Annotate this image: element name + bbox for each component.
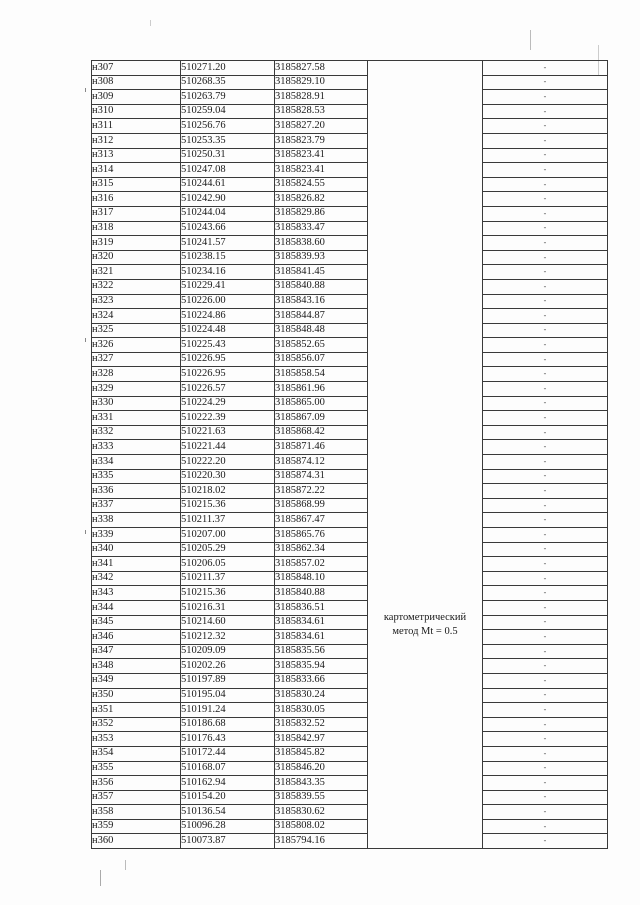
x-coordinate-cell: 510195.04 (181, 688, 275, 703)
y-coordinate-cell: 3185874.12 (275, 455, 368, 470)
table-row (92, 834, 608, 849)
y-coordinate-cell: 3185841.45 (275, 265, 368, 280)
table-row (92, 90, 608, 105)
point-name-cell: н358 (92, 805, 181, 820)
accuracy-cell: - (483, 119, 608, 134)
point-name-cell: н322 (92, 279, 181, 294)
accuracy-cell: - (483, 469, 608, 484)
point-name-cell: н317 (92, 206, 181, 221)
x-coordinate-cell: 510172.44 (181, 746, 275, 761)
table-row (92, 600, 608, 615)
table-row (92, 294, 608, 309)
y-coordinate-cell: 3185858.54 (275, 367, 368, 382)
table-row (92, 104, 608, 119)
y-coordinate-cell: 3185856.07 (275, 352, 368, 367)
method-text-line1: картометрический (383, 611, 467, 623)
y-coordinate-cell: 3185843.16 (275, 294, 368, 309)
accuracy-cell: - (483, 265, 608, 280)
accuracy-cell: - (483, 542, 608, 557)
x-coordinate-cell: 510221.63 (181, 425, 275, 440)
point-name-cell: н308 (92, 75, 181, 90)
y-coordinate-cell: 3185827.58 (275, 61, 368, 76)
point-name-cell: н318 (92, 221, 181, 236)
point-name-cell: н348 (92, 659, 181, 674)
accuracy-cell: - (483, 104, 608, 119)
point-name-cell: н329 (92, 382, 181, 397)
accuracy-cell: - (483, 148, 608, 163)
x-coordinate-cell: 510222.39 (181, 411, 275, 426)
x-coordinate-cell: 510214.60 (181, 615, 275, 630)
point-name-cell: н333 (92, 440, 181, 455)
x-coordinate-cell: 510209.09 (181, 644, 275, 659)
table-row (92, 75, 608, 90)
accuracy-cell: - (483, 177, 608, 192)
point-name-cell: н313 (92, 148, 181, 163)
point-name-cell: н345 (92, 615, 181, 630)
point-name-cell: н340 (92, 542, 181, 557)
table-row (92, 352, 608, 367)
x-coordinate-cell: 510222.20 (181, 455, 275, 470)
y-coordinate-cell: 3185830.24 (275, 688, 368, 703)
table-row (92, 250, 608, 265)
x-coordinate-cell: 510207.00 (181, 528, 275, 543)
accuracy-cell: - (483, 455, 608, 470)
y-coordinate-cell: 3185829.86 (275, 206, 368, 221)
y-coordinate-cell: 3185836.51 (275, 600, 368, 615)
point-name-cell: н321 (92, 265, 181, 280)
y-coordinate-cell: 3185823.41 (275, 148, 368, 163)
y-coordinate-cell: 3185830.05 (275, 703, 368, 718)
x-coordinate-cell: 510224.86 (181, 309, 275, 324)
accuracy-cell: - (483, 206, 608, 221)
x-coordinate-cell: 510226.95 (181, 367, 275, 382)
accuracy-cell: - (483, 790, 608, 805)
y-coordinate-cell: 3185839.93 (275, 250, 368, 265)
point-name-cell: н352 (92, 717, 181, 732)
x-coordinate-cell: 510191.24 (181, 703, 275, 718)
x-coordinate-cell: 510206.05 (181, 557, 275, 572)
x-coordinate-cell: 510224.48 (181, 323, 275, 338)
point-name-cell: н332 (92, 425, 181, 440)
table-row (92, 819, 608, 834)
table-row (92, 498, 608, 513)
accuracy-cell: - (483, 294, 608, 309)
table-row (92, 746, 608, 761)
x-coordinate-cell: 510224.29 (181, 396, 275, 411)
point-name-cell: н330 (92, 396, 181, 411)
point-name-cell: н334 (92, 455, 181, 470)
table-row (92, 717, 608, 732)
accuracy-cell: - (483, 761, 608, 776)
accuracy-cell: - (483, 732, 608, 747)
coordinates-table (91, 60, 608, 849)
table-row (92, 703, 608, 718)
y-coordinate-cell: 3185840.88 (275, 279, 368, 294)
table-row (92, 396, 608, 411)
accuracy-cell: - (483, 557, 608, 572)
point-name-cell: н344 (92, 600, 181, 615)
x-coordinate-cell: 510226.00 (181, 294, 275, 309)
table-row (92, 309, 608, 324)
accuracy-cell: - (483, 819, 608, 834)
accuracy-cell: - (483, 279, 608, 294)
accuracy-cell: - (483, 703, 608, 718)
coordinates-table-body (92, 61, 608, 849)
y-coordinate-cell: 3185838.60 (275, 236, 368, 251)
y-coordinate-cell: 3185823.79 (275, 133, 368, 148)
accuracy-cell: - (483, 688, 608, 703)
y-coordinate-cell: 3185827.20 (275, 119, 368, 134)
accuracy-cell: - (483, 309, 608, 324)
y-coordinate-cell: 3185865.00 (275, 396, 368, 411)
accuracy-cell: - (483, 440, 608, 455)
point-name-cell: н315 (92, 177, 181, 192)
table-row (92, 455, 608, 470)
table-row (92, 615, 608, 630)
table-row (92, 265, 608, 280)
table-row (92, 630, 608, 645)
accuracy-cell: - (483, 484, 608, 499)
accuracy-cell: - (483, 352, 608, 367)
y-coordinate-cell: 3185852.65 (275, 338, 368, 353)
y-coordinate-cell: 3185828.53 (275, 104, 368, 119)
accuracy-cell: - (483, 411, 608, 426)
table-row (92, 805, 608, 820)
x-coordinate-cell: 510259.04 (181, 104, 275, 119)
point-name-cell: н326 (92, 338, 181, 353)
y-coordinate-cell: 3185824.55 (275, 177, 368, 192)
table-row (92, 571, 608, 586)
y-coordinate-cell: 3185794.16 (275, 834, 368, 849)
x-coordinate-cell: 510229.41 (181, 279, 275, 294)
accuracy-cell: - (483, 498, 608, 513)
x-coordinate-cell: 510205.29 (181, 542, 275, 557)
accuracy-cell: - (483, 513, 608, 528)
table-row (92, 221, 608, 236)
point-name-cell: н346 (92, 630, 181, 645)
y-coordinate-cell: 3185848.48 (275, 323, 368, 338)
x-coordinate-cell: 510215.36 (181, 498, 275, 513)
accuracy-cell: - (483, 90, 608, 105)
x-coordinate-cell: 510242.90 (181, 192, 275, 207)
x-coordinate-cell: 510234.16 (181, 265, 275, 280)
accuracy-cell: - (483, 615, 608, 630)
point-name-cell: н347 (92, 644, 181, 659)
y-coordinate-cell: 3185867.09 (275, 411, 368, 426)
y-coordinate-cell: 3185868.99 (275, 498, 368, 513)
point-name-cell: н335 (92, 469, 181, 484)
x-coordinate-cell: 510211.37 (181, 571, 275, 586)
accuracy-cell: - (483, 717, 608, 732)
table-row (92, 323, 608, 338)
accuracy-cell: - (483, 673, 608, 688)
y-coordinate-cell: 3185861.96 (275, 382, 368, 397)
table-row (92, 148, 608, 163)
table-row (92, 338, 608, 353)
y-coordinate-cell: 3185808.02 (275, 819, 368, 834)
y-coordinate-cell: 3185843.35 (275, 776, 368, 791)
point-name-cell: н341 (92, 557, 181, 572)
method-description (384, 611, 466, 638)
point-name-cell: н328 (92, 367, 181, 382)
point-name-cell: н336 (92, 484, 181, 499)
method-cell (368, 61, 483, 849)
accuracy-cell: - (483, 528, 608, 543)
x-coordinate-cell: 510241.57 (181, 236, 275, 251)
table-row (92, 163, 608, 178)
accuracy-cell: - (483, 746, 608, 761)
y-coordinate-cell: 3185823.41 (275, 163, 368, 178)
x-coordinate-cell: 510226.57 (181, 382, 275, 397)
x-coordinate-cell: 510212.32 (181, 630, 275, 645)
point-name-cell: н311 (92, 119, 181, 134)
table-row (92, 659, 608, 674)
x-coordinate-cell: 510238.15 (181, 250, 275, 265)
y-coordinate-cell: 3185828.91 (275, 90, 368, 105)
y-coordinate-cell: 3185830.62 (275, 805, 368, 820)
accuracy-cell: - (483, 586, 608, 601)
point-name-cell: н343 (92, 586, 181, 601)
accuracy-cell: - (483, 630, 608, 645)
accuracy-cell: - (483, 221, 608, 236)
point-name-cell: н314 (92, 163, 181, 178)
y-coordinate-cell: 3185840.88 (275, 586, 368, 601)
x-coordinate-cell: 510225.43 (181, 338, 275, 353)
point-name-cell: н319 (92, 236, 181, 251)
x-coordinate-cell: 510271.20 (181, 61, 275, 76)
table-row (92, 790, 608, 805)
x-coordinate-cell: 510220.30 (181, 469, 275, 484)
point-name-cell: н312 (92, 133, 181, 148)
x-coordinate-cell: 510168.07 (181, 761, 275, 776)
y-coordinate-cell: 3185845.82 (275, 746, 368, 761)
table-row (92, 206, 608, 221)
y-coordinate-cell: 3185832.52 (275, 717, 368, 732)
table-row (92, 440, 608, 455)
table-row (92, 177, 608, 192)
y-coordinate-cell: 3185872.22 (275, 484, 368, 499)
accuracy-cell: - (483, 338, 608, 353)
scan-mark (150, 20, 151, 26)
x-coordinate-cell: 510243.66 (181, 221, 275, 236)
y-coordinate-cell: 3185865.76 (275, 528, 368, 543)
point-name-cell: н351 (92, 703, 181, 718)
scan-mark (85, 338, 86, 342)
x-coordinate-cell: 510096.28 (181, 819, 275, 834)
point-name-cell: н325 (92, 323, 181, 338)
table-row (92, 761, 608, 776)
point-name-cell: н331 (92, 411, 181, 426)
scan-mark (85, 530, 86, 534)
table-row (92, 119, 608, 134)
point-name-cell: н356 (92, 776, 181, 791)
table-row (92, 644, 608, 659)
accuracy-cell: - (483, 396, 608, 411)
x-coordinate-cell: 510244.04 (181, 206, 275, 221)
y-coordinate-cell: 3185834.61 (275, 630, 368, 645)
x-coordinate-cell: 510202.26 (181, 659, 275, 674)
x-coordinate-cell: 510247.08 (181, 163, 275, 178)
accuracy-cell: - (483, 571, 608, 586)
accuracy-cell: - (483, 236, 608, 251)
y-coordinate-cell: 3185867.47 (275, 513, 368, 528)
accuracy-cell: - (483, 805, 608, 820)
accuracy-cell: - (483, 61, 608, 76)
table-row (92, 484, 608, 499)
x-coordinate-cell: 510216.31 (181, 600, 275, 615)
accuracy-cell: - (483, 163, 608, 178)
table-row (92, 367, 608, 382)
accuracy-cell: - (483, 75, 608, 90)
table-row (92, 776, 608, 791)
point-name-cell: н338 (92, 513, 181, 528)
accuracy-cell: - (483, 367, 608, 382)
x-coordinate-cell: 510221.44 (181, 440, 275, 455)
x-coordinate-cell: 510136.54 (181, 805, 275, 820)
table-row (92, 673, 608, 688)
accuracy-cell: - (483, 425, 608, 440)
y-coordinate-cell: 3185862.34 (275, 542, 368, 557)
point-name-cell: н339 (92, 528, 181, 543)
method-text-line2: метод Mt = 0.5 (392, 625, 458, 637)
scan-mark (125, 860, 126, 870)
y-coordinate-cell: 3185842.97 (275, 732, 368, 747)
x-coordinate-cell: 510263.79 (181, 90, 275, 105)
table-row (92, 279, 608, 294)
point-name-cell: н353 (92, 732, 181, 747)
accuracy-cell: - (483, 644, 608, 659)
y-coordinate-cell: 3185829.10 (275, 75, 368, 90)
y-coordinate-cell: 3185834.61 (275, 615, 368, 630)
accuracy-cell: - (483, 323, 608, 338)
accuracy-cell: - (483, 600, 608, 615)
point-name-cell: н307 (92, 61, 181, 76)
table-row (92, 192, 608, 207)
table-row (92, 688, 608, 703)
scan-mark (530, 30, 531, 50)
accuracy-cell: - (483, 659, 608, 674)
table-row (92, 133, 608, 148)
accuracy-cell: - (483, 776, 608, 791)
y-coordinate-cell: 3185874.31 (275, 469, 368, 484)
point-name-cell: н360 (92, 834, 181, 849)
y-coordinate-cell: 3185835.56 (275, 644, 368, 659)
y-coordinate-cell: 3185833.47 (275, 221, 368, 236)
y-coordinate-cell: 3185839.55 (275, 790, 368, 805)
accuracy-cell: - (483, 133, 608, 148)
point-name-cell: н327 (92, 352, 181, 367)
point-name-cell: н324 (92, 309, 181, 324)
table-row (92, 425, 608, 440)
x-coordinate-cell: 510253.35 (181, 133, 275, 148)
y-coordinate-cell: 3185871.46 (275, 440, 368, 455)
y-coordinate-cell: 3185857.02 (275, 557, 368, 572)
scan-mark (100, 870, 101, 886)
point-name-cell: н337 (92, 498, 181, 513)
point-name-cell: н357 (92, 790, 181, 805)
accuracy-cell: - (483, 382, 608, 397)
point-name-cell: н323 (92, 294, 181, 309)
y-coordinate-cell: 3185835.94 (275, 659, 368, 674)
x-coordinate-cell: 510215.36 (181, 586, 275, 601)
x-coordinate-cell: 510154.20 (181, 790, 275, 805)
y-coordinate-cell: 3185848.10 (275, 571, 368, 586)
table-row (92, 528, 608, 543)
x-coordinate-cell: 510162.94 (181, 776, 275, 791)
table-row (92, 586, 608, 601)
table-row (92, 513, 608, 528)
table-row (92, 382, 608, 397)
table-row (92, 469, 608, 484)
x-coordinate-cell: 510186.68 (181, 717, 275, 732)
table-row (92, 411, 608, 426)
table-row (92, 542, 608, 557)
y-coordinate-cell: 3185868.42 (275, 425, 368, 440)
table-row (92, 61, 608, 76)
point-name-cell: н309 (92, 90, 181, 105)
scan-mark (85, 88, 86, 92)
table-row (92, 236, 608, 251)
point-name-cell: н320 (92, 250, 181, 265)
x-coordinate-cell: 510250.31 (181, 148, 275, 163)
x-coordinate-cell: 510268.35 (181, 75, 275, 90)
y-coordinate-cell: 3185826.82 (275, 192, 368, 207)
point-name-cell: н316 (92, 192, 181, 207)
x-coordinate-cell: 510176.43 (181, 732, 275, 747)
table-row (92, 732, 608, 747)
y-coordinate-cell: 3185833.66 (275, 673, 368, 688)
point-name-cell: н350 (92, 688, 181, 703)
point-name-cell: н342 (92, 571, 181, 586)
point-name-cell: н310 (92, 104, 181, 119)
accuracy-cell: - (483, 250, 608, 265)
point-name-cell: н354 (92, 746, 181, 761)
x-coordinate-cell: 510073.87 (181, 834, 275, 849)
x-coordinate-cell: 510244.61 (181, 177, 275, 192)
point-name-cell: н349 (92, 673, 181, 688)
accuracy-cell: - (483, 834, 608, 849)
y-coordinate-cell: 3185846.20 (275, 761, 368, 776)
point-name-cell: н359 (92, 819, 181, 834)
x-coordinate-cell: 510218.02 (181, 484, 275, 499)
accuracy-cell: - (483, 192, 608, 207)
x-coordinate-cell: 510211.37 (181, 513, 275, 528)
point-name-cell: н355 (92, 761, 181, 776)
table-row (92, 557, 608, 572)
x-coordinate-cell: 510197.89 (181, 673, 275, 688)
x-coordinate-cell: 510226.95 (181, 352, 275, 367)
x-coordinate-cell: 510256.76 (181, 119, 275, 134)
y-coordinate-cell: 3185844.87 (275, 309, 368, 324)
